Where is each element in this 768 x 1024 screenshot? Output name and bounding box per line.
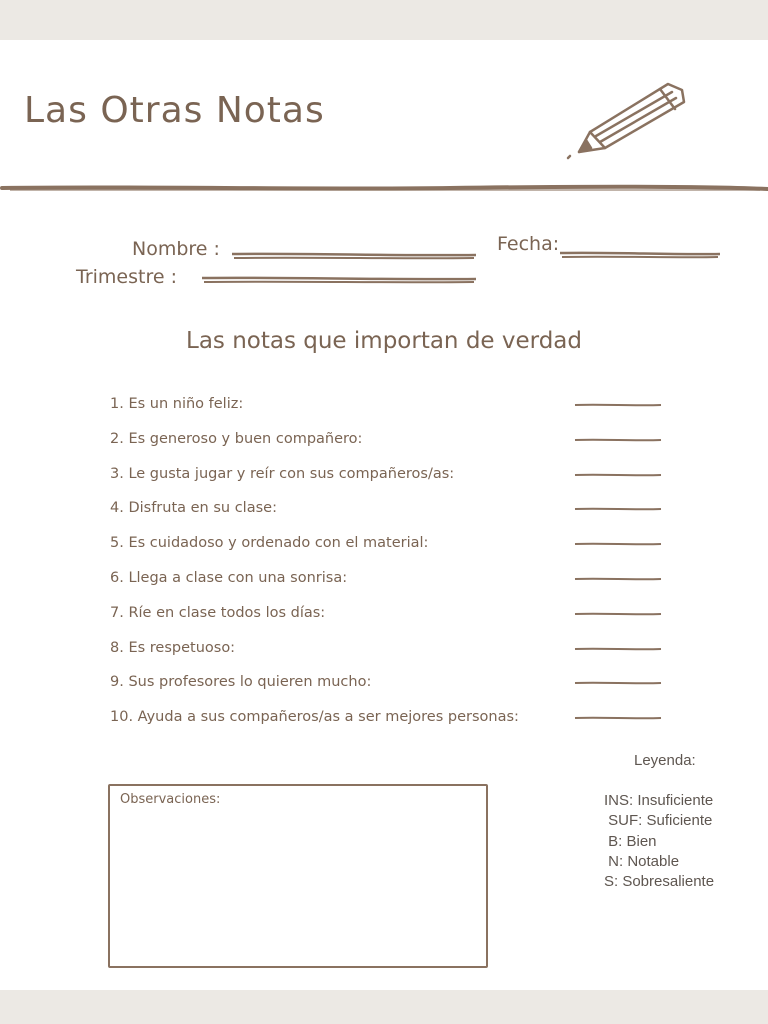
grade-field[interactable] [573, 471, 663, 479]
criterion-label: 3. Le gusta jugar y reír con sus compañeros/as: [110, 465, 455, 482]
grade-field[interactable] [573, 610, 663, 618]
legend-item: INS: Insuficiente [604, 792, 714, 809]
legend-item: B: Bien [604, 832, 657, 850]
criterion-label: 8. Es respetuoso: [110, 639, 236, 656]
criteria-list [110, 393, 670, 741]
criterion-label: 6. Llega a clase con una sonrisa: [110, 569, 348, 586]
legend-title: Leyenda: [634, 752, 696, 769]
list-item [110, 602, 670, 637]
grade-field[interactable] [573, 540, 663, 548]
term-label: Trimestre : [76, 266, 177, 288]
pencil-icon [560, 76, 690, 166]
date-label: Fecha: [497, 233, 560, 255]
grade-field[interactable] [573, 436, 663, 444]
legend-item: S: Sobresaliente [604, 873, 715, 891]
list-item [110, 671, 670, 706]
criterion-label: 10. Ayuda a sus compañeros/as a ser mejores personas: [110, 709, 519, 726]
section-subtitle: Las notas que importan de verdad [186, 328, 582, 354]
list-item [110, 463, 670, 498]
bottom-paper-band [0, 990, 768, 1024]
grade-field[interactable] [573, 645, 663, 653]
term-field[interactable] [200, 274, 480, 286]
name-field[interactable] [230, 250, 480, 262]
criterion-label: 7. Ríe en clase todos los días: [110, 604, 326, 621]
grade-field[interactable] [573, 401, 663, 409]
list-item [110, 428, 670, 463]
grade-field[interactable] [573, 679, 663, 687]
page-title: Las Otras Notas [24, 90, 325, 131]
list-item [110, 497, 670, 532]
name-label: Nombre : [132, 238, 220, 260]
list-item [110, 637, 670, 672]
observations-box[interactable] [108, 784, 488, 968]
list-item [110, 532, 670, 567]
observations-label: Observaciones: [120, 792, 221, 807]
top-paper-band [0, 0, 768, 40]
list-item [110, 393, 670, 428]
criterion-label: 5. Es cuidadoso y ordenado con el material: [110, 535, 429, 552]
header-divider [0, 180, 768, 196]
criterion-label: 1. Es un niño feliz: [110, 396, 244, 412]
date-field[interactable] [558, 249, 723, 261]
legend-item: SUF: Suficiente [604, 812, 713, 830]
grade-field[interactable] [573, 505, 663, 513]
criterion-label: 9. Sus profesores lo quieren mucho: [110, 674, 372, 691]
grade-field[interactable] [573, 714, 663, 722]
list-item [110, 706, 670, 741]
list-item [110, 567, 670, 602]
criterion-label: 2. Es generoso y buen compañero: [110, 430, 363, 447]
grade-field[interactable] [573, 575, 663, 583]
legend-item: N: Notable [604, 852, 680, 870]
grade-legend [604, 752, 744, 892]
criterion-label: 4. Disfruta en su clase: [110, 500, 277, 517]
